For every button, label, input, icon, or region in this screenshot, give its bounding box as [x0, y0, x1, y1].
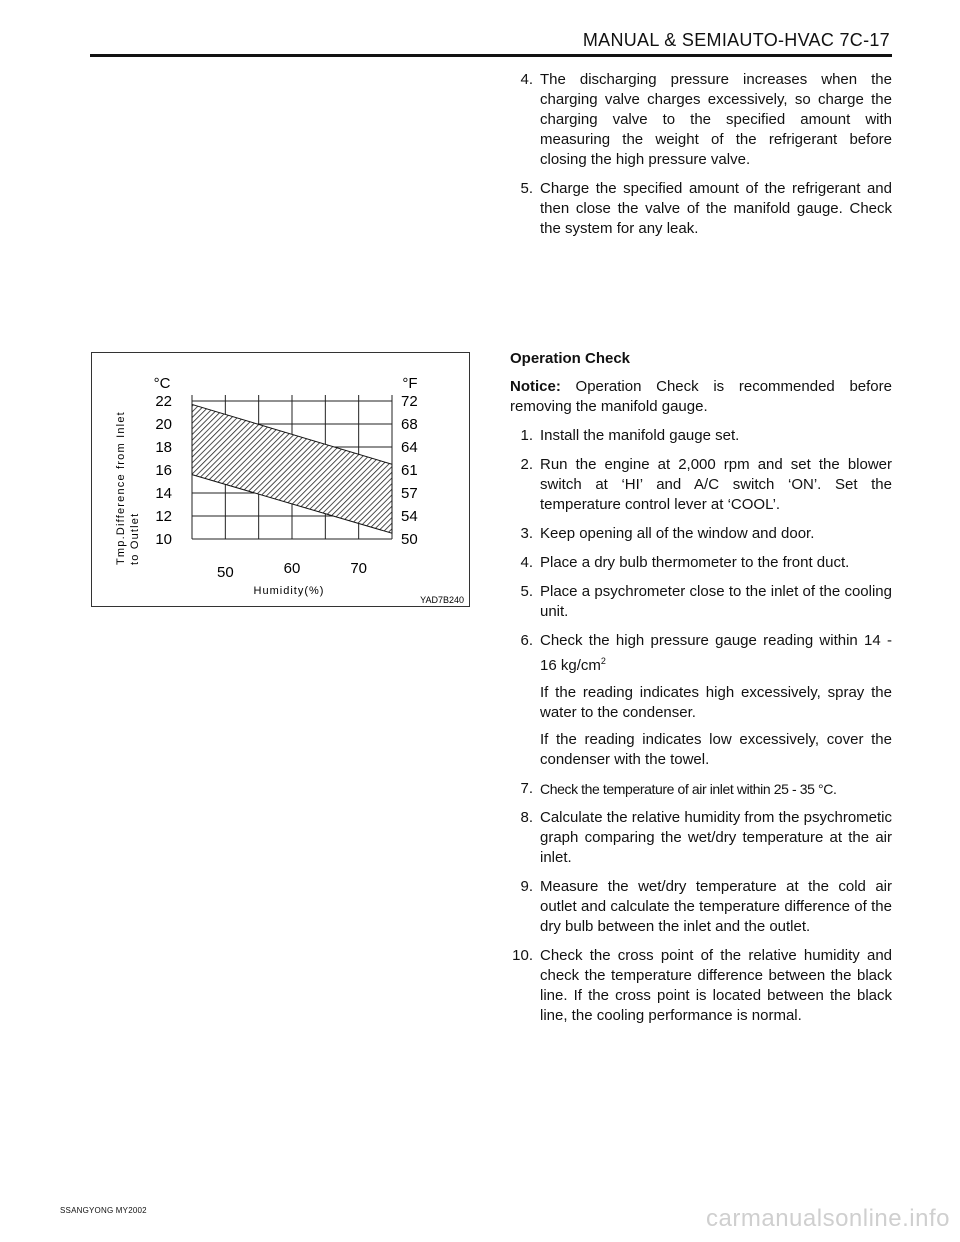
x-axis-label: Humidity(%)	[253, 585, 325, 597]
top-step-4	[498, 70, 892, 170]
watermark: carmanualsonline.info	[706, 1205, 950, 1232]
op-step-7	[498, 779, 892, 799]
op-step-9	[498, 877, 892, 937]
chart-svg	[92, 353, 471, 608]
humidity-temperature-chart	[91, 352, 470, 607]
step-number: 3.	[520, 525, 533, 542]
header-rule	[90, 54, 892, 57]
op-step-4	[498, 553, 892, 573]
step-text: Install the manifold gauge set.	[540, 427, 740, 444]
notice-label: Notice:	[510, 378, 561, 395]
celsius-tick-label: 12	[155, 508, 172, 525]
page-header-title: MANUAL & SEMIAUTO-HVAC 7C-17	[582, 30, 890, 50]
op-step-6	[498, 631, 892, 770]
step-number: 5.	[520, 180, 533, 197]
step-number: 1.	[520, 427, 533, 444]
step-text: Keep opening all of the window and door.	[540, 525, 815, 542]
op-step-10	[498, 946, 892, 1026]
celsius-tick-labels	[155, 393, 172, 548]
figure-code: YAD7B240	[420, 595, 464, 605]
step-text: Calculate the relative humidity from the psychrometic graph comparing the wet/dry temperature at the air inlet.	[540, 809, 892, 866]
humidity-tick-label: 70	[350, 560, 368, 577]
fahrenheit-tick-label: 50	[401, 531, 418, 548]
op-step-3	[498, 524, 892, 544]
celsius-tick-label: 20	[155, 416, 172, 433]
page-footer: SSANGYONG MY2002	[60, 1206, 147, 1215]
step-body	[540, 631, 892, 770]
celsius-tick-label: 18	[155, 439, 172, 456]
step-number: 10.	[512, 947, 533, 964]
step-extra-2: If the reading indicates low excessively, cover the condenser with the towel.	[540, 731, 892, 768]
superscript: 2	[600, 656, 606, 666]
op-step-2	[498, 455, 892, 515]
y-axis-label-line2: to Outlet	[129, 512, 141, 565]
step-text: Check the high pressure gauge reading within 14 - 16 $kg/cm^2$	[540, 632, 892, 674]
celsius-tick-label: 22	[155, 393, 172, 410]
fahrenheit-tick-labels	[401, 393, 418, 548]
op-step-8	[498, 808, 892, 868]
step-text: Measure the wet/dry temperature at the cold air outlet and calculate the temperature difference of the dry bulb between the inlet and the outlet.	[540, 878, 892, 935]
step-number: 7.	[520, 780, 533, 797]
y-axis-label-line1: Tmp.Difference from Inlet	[115, 411, 127, 565]
step-text: Charge the specified amount of the refrigerant and then close the valve of the manifold gauge. Check the system for any leak.	[540, 180, 892, 237]
step-number: 5.	[520, 583, 533, 600]
step-text: Run the engine at 2,000 rpm and set the blower switch at ‘HI’ and A/C switch ‘ON’. Set the temperature control lever at ‘COOL’.	[540, 456, 892, 513]
step-number: 6.	[520, 632, 533, 649]
fahrenheit-tick-label: 68	[401, 416, 418, 433]
celsius-tick-label: 10	[155, 531, 172, 548]
op-step-5	[498, 582, 892, 622]
fahrenheit-tick-label: 57	[401, 485, 418, 502]
celsius-tick-label: 16	[155, 462, 172, 479]
fahrenheit-unit-label: °F	[402, 375, 418, 392]
step-extra-1: If the reading indicates high excessively, spray the water to the condenser.	[540, 684, 892, 721]
step-number: 8.	[520, 809, 533, 826]
step-text: Place a dry bulb thermometer to the front duct.	[540, 554, 850, 571]
humidity-tick-label: 60	[283, 560, 301, 577]
notice-text: Operation Check is recommended before removing the manifold gauge.	[510, 378, 892, 415]
step-number: 4.	[520, 554, 533, 571]
top-steps	[498, 70, 892, 248]
step-text: Check the temperature of air inlet within 25 - 35 °C.	[540, 781, 837, 797]
fahrenheit-tick-label: 61	[401, 462, 418, 479]
fahrenheit-tick-label: 64	[401, 439, 418, 456]
humidity-tick-labels	[217, 560, 367, 581]
step-number: 9.	[520, 878, 533, 895]
op-step-1	[498, 426, 892, 446]
top-step-5	[498, 179, 892, 239]
notice-paragraph	[510, 377, 892, 417]
section-heading: Operation Check	[510, 350, 631, 367]
fahrenheit-tick-label: 72	[401, 393, 418, 410]
step-number: 2.	[520, 456, 533, 473]
step-text: Check the cross point of the relative humidity and check the temperature difference between the black line. If the cross point is located between the black line, the cooling performance is normal.	[540, 947, 892, 1024]
celsius-unit-label: °C	[153, 375, 171, 392]
step-number: 4.	[520, 71, 533, 88]
step-text: Place a psychrometer close to the inlet of the cooling unit.	[540, 583, 892, 620]
fahrenheit-tick-label: 54	[401, 508, 418, 525]
operation-check-section	[498, 349, 892, 1035]
step-text: The discharging pressure increases when the charging valve charges excessively, so charge the charging valve to the specified amount with measuring the weight of the refrigerant before closing the high pressure valve.	[540, 71, 892, 168]
humidity-tick-label: 50	[216, 564, 234, 581]
celsius-tick-label: 14	[155, 485, 172, 502]
